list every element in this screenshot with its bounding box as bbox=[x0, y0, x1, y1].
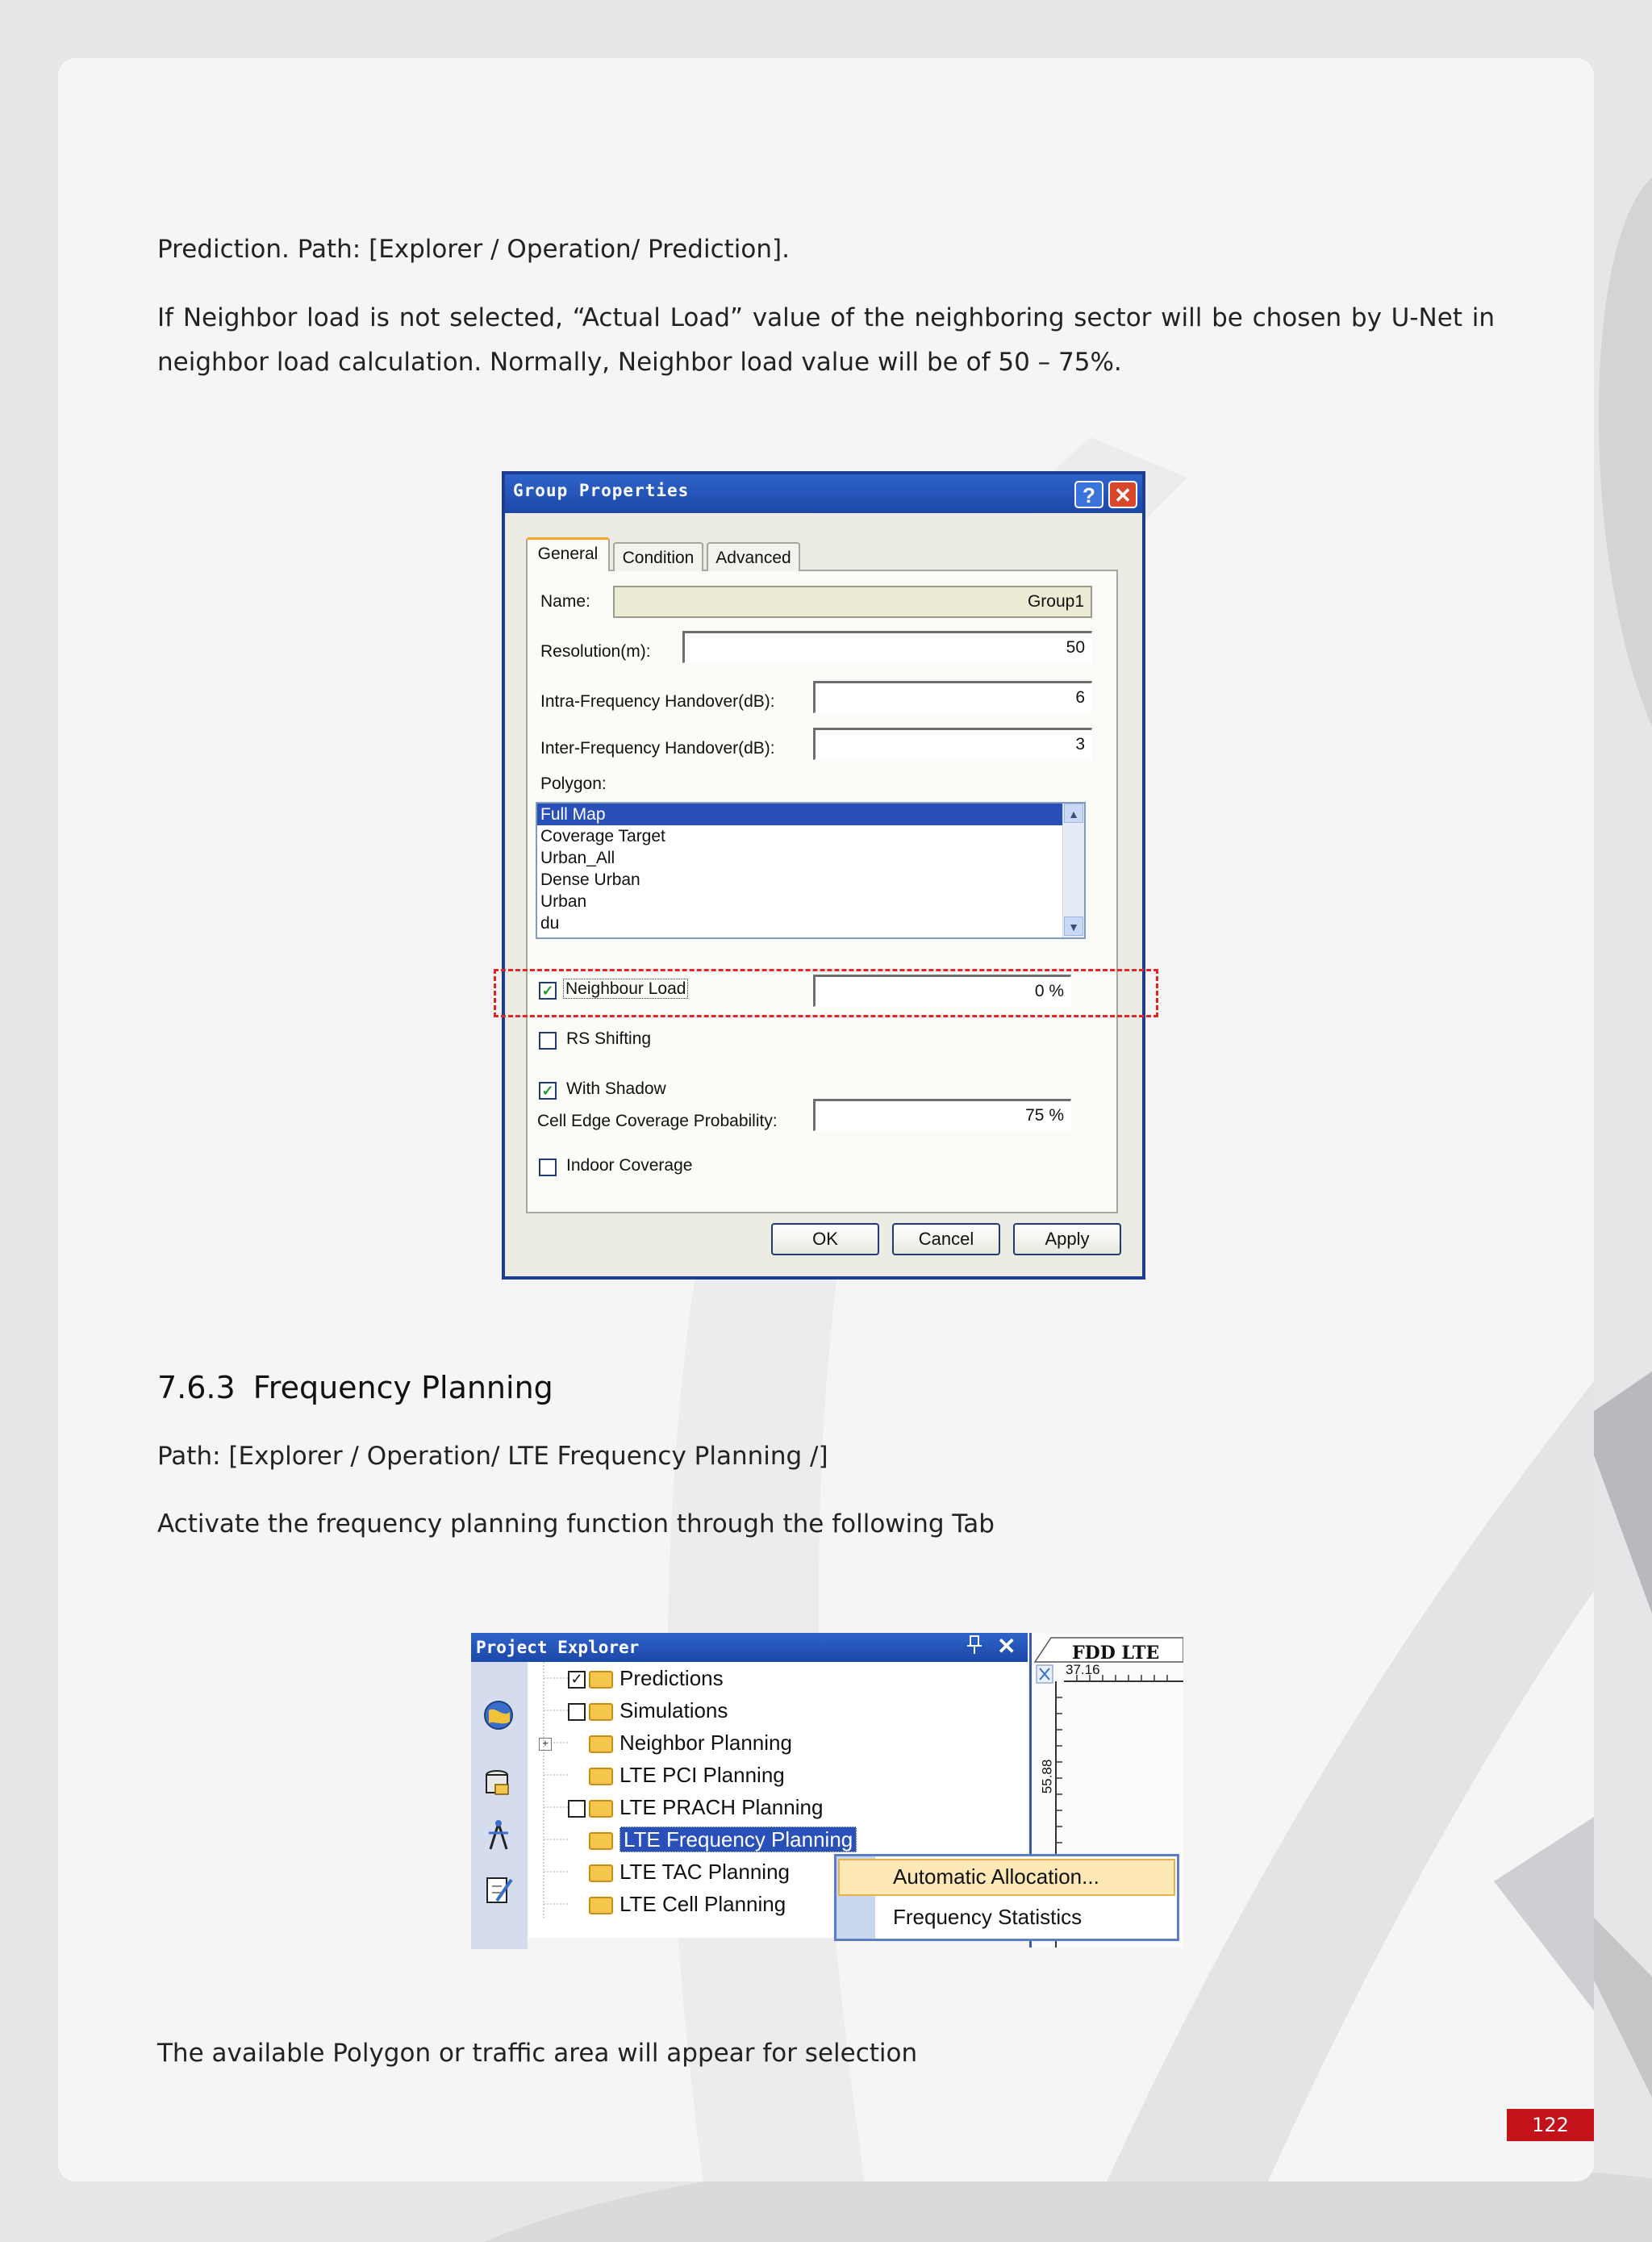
rs-shifting-checkbox[interactable] bbox=[539, 1032, 557, 1050]
indoor-coverage-label: Indoor Coverage bbox=[566, 1156, 693, 1175]
intra-frequency-handover-field[interactable]: 6 bbox=[813, 681, 1092, 713]
polygon-listbox[interactable] bbox=[536, 802, 1086, 939]
tree-item-lte-tac-planning[interactable] bbox=[589, 1856, 790, 1888]
scroll-down-icon[interactable]: ▼ bbox=[1064, 916, 1083, 936]
tree-item-label: LTE Cell Planning bbox=[620, 1892, 786, 1916]
cell-edge-coverage-field[interactable]: 75 % bbox=[813, 1099, 1071, 1131]
rs-shifting-label: RS Shifting bbox=[566, 1029, 652, 1048]
expand-icon[interactable]: + bbox=[539, 1738, 552, 1751]
explorer-side-toolbar-bottom bbox=[471, 1938, 528, 1949]
dialog-title: Group Properties bbox=[513, 481, 690, 500]
cell-edge-coverage-label: Cell Edge Coverage Probability: bbox=[537, 1112, 778, 1130]
with-shadow-checkbox[interactable]: ✓ bbox=[539, 1082, 557, 1100]
pin-icon[interactable] bbox=[966, 1635, 982, 1661]
database-icon[interactable] bbox=[486, 1771, 508, 1794]
name-field[interactable]: Group1 bbox=[613, 586, 1092, 618]
indoor-coverage-checkbox[interactable] bbox=[539, 1159, 557, 1176]
simulations-checkbox[interactable] bbox=[568, 1703, 586, 1721]
project-explorer-title: Project Explorer bbox=[476, 1638, 640, 1657]
resolution-field[interactable]: 50 bbox=[682, 631, 1092, 663]
with-shadow-label: With Shadow bbox=[566, 1079, 666, 1098]
tab-general[interactable]: General bbox=[526, 537, 610, 571]
tree-item-predictions[interactable] bbox=[568, 1662, 724, 1694]
help-button[interactable]: ? bbox=[1074, 481, 1103, 508]
map-coordinate-side: 55.88 bbox=[1039, 1759, 1055, 1794]
tree-item-simulations[interactable] bbox=[568, 1694, 728, 1726]
antenna-icon[interactable] bbox=[489, 1820, 508, 1849]
menu-item-automatic-allocation[interactable]: Automatic Allocation... bbox=[893, 1864, 1099, 1889]
folder-icon bbox=[589, 1832, 613, 1850]
neighbour-load-highlight bbox=[494, 969, 1158, 1017]
dialog-title-bar bbox=[505, 474, 1142, 513]
edit-document-icon[interactable] bbox=[487, 1878, 511, 1902]
neighbour-load-checkbox[interactable]: ✓ bbox=[539, 982, 557, 1000]
section-title: Frequency Planning bbox=[252, 1370, 553, 1405]
folder-icon bbox=[589, 1897, 613, 1914]
tree-item-lte-frequency-planning[interactable] bbox=[589, 1823, 857, 1856]
close-button[interactable]: ✕ bbox=[1108, 481, 1137, 508]
polygon-label: Polygon: bbox=[540, 774, 607, 793]
project-explorer-title-bar bbox=[471, 1633, 1028, 1662]
map-title: FDD LTE bbox=[1072, 1643, 1160, 1664]
neighbour-load-label-text: Neighbour Load bbox=[563, 979, 688, 999]
tab-condition[interactable]: Condition bbox=[613, 542, 703, 571]
folder-icon bbox=[589, 1800, 613, 1818]
inter-frequency-handover-label: Inter-Frequency Handover(dB): bbox=[540, 739, 775, 758]
polygon-option-du[interactable]: du bbox=[540, 914, 560, 933]
tree-item-label: LTE PCI Planning bbox=[620, 1763, 785, 1787]
tree-item-label: LTE TAC Planning bbox=[620, 1860, 790, 1884]
explorer-close-icon[interactable]: ✕ bbox=[997, 1634, 1016, 1659]
folder-icon bbox=[589, 1703, 613, 1721]
map-coordinate-top: 37.16 bbox=[1066, 1662, 1100, 1677]
tree-item-label: Simulations bbox=[620, 1698, 728, 1722]
resolution-label: Resolution(m): bbox=[540, 642, 651, 661]
paragraph-neighbor-load: If Neighbor load is not selected, “Actual Load” value of the neighboring sector will be chosen by U-Net in neighbor load calculation. Normally, Neighbor load value will be of 50 – 75%. bbox=[157, 303, 1495, 377]
polygon-scrollbar[interactable] bbox=[1062, 804, 1084, 937]
prach-checkbox[interactable] bbox=[568, 1800, 586, 1818]
polygon-option-urban-all[interactable]: Urban_All bbox=[540, 849, 615, 867]
scroll-up-icon[interactable]: ▲ bbox=[1064, 804, 1083, 823]
paragraph-frequency-path: Path: [Explorer / Operation/ LTE Frequency Planning /] bbox=[157, 1442, 828, 1471]
ok-button[interactable]: OK bbox=[771, 1223, 879, 1255]
folder-icon bbox=[589, 1735, 613, 1753]
section-number: 7.6.3 bbox=[157, 1370, 236, 1405]
polygon-option-dense-urban[interactable]: Dense Urban bbox=[540, 870, 640, 889]
folder-icon bbox=[589, 1864, 613, 1882]
paragraph-activate: Activate the frequency planning function through the following Tab bbox=[157, 1509, 995, 1539]
polygon-option-full-map[interactable]: Full Map bbox=[537, 804, 1084, 825]
inter-frequency-handover-field[interactable]: 3 bbox=[813, 728, 1092, 760]
folder-icon bbox=[589, 1671, 613, 1689]
tree-item-lte-pci-planning[interactable] bbox=[589, 1759, 785, 1791]
tree-item-label: Predictions bbox=[620, 1666, 724, 1690]
cancel-button[interactable]: Cancel bbox=[892, 1223, 1000, 1255]
tree-item-label-selected: LTE Frequency Planning bbox=[620, 1827, 857, 1852]
neighbour-load-field[interactable]: 0 % bbox=[813, 975, 1071, 1007]
intra-frequency-handover-label: Intra-Frequency Handover(dB): bbox=[540, 692, 775, 711]
paragraph-polygon-selection: The available Polygon or traffic area will appear for selection bbox=[157, 2039, 918, 2068]
tree-item-neighbor-planning[interactable] bbox=[539, 1726, 792, 1759]
tree-item-lte-prach-planning[interactable] bbox=[568, 1791, 823, 1823]
polygon-option-urban[interactable]: Urban bbox=[540, 892, 587, 911]
tree-item-label: Neighbor Planning bbox=[620, 1731, 792, 1755]
globe-icon[interactable] bbox=[485, 1701, 512, 1729]
name-label: Name: bbox=[540, 592, 590, 611]
page-number-badge: 122 bbox=[1507, 2109, 1594, 2141]
tab-advanced[interactable]: Advanced bbox=[707, 542, 800, 571]
folder-icon bbox=[589, 1768, 613, 1785]
context-menu bbox=[834, 1854, 1179, 1941]
explorer-side-toolbar bbox=[471, 1662, 528, 1938]
group-properties-dialog bbox=[502, 471, 1145, 1280]
section-heading bbox=[157, 1370, 553, 1405]
paragraph-prediction-path: Prediction. Path: [Explorer / Operation/ Prediction]. bbox=[157, 235, 790, 264]
tree-item-lte-cell-planning[interactable] bbox=[589, 1888, 786, 1920]
apply-button[interactable]: Apply bbox=[1013, 1223, 1121, 1255]
tree-item-label: LTE PRACH Planning bbox=[620, 1795, 824, 1819]
polygon-option-coverage-target[interactable]: Coverage Target bbox=[540, 827, 665, 845]
predictions-checkbox[interactable]: ✓ bbox=[568, 1671, 586, 1689]
menu-item-frequency-statistics[interactable]: Frequency Statistics bbox=[893, 1905, 1083, 1929]
